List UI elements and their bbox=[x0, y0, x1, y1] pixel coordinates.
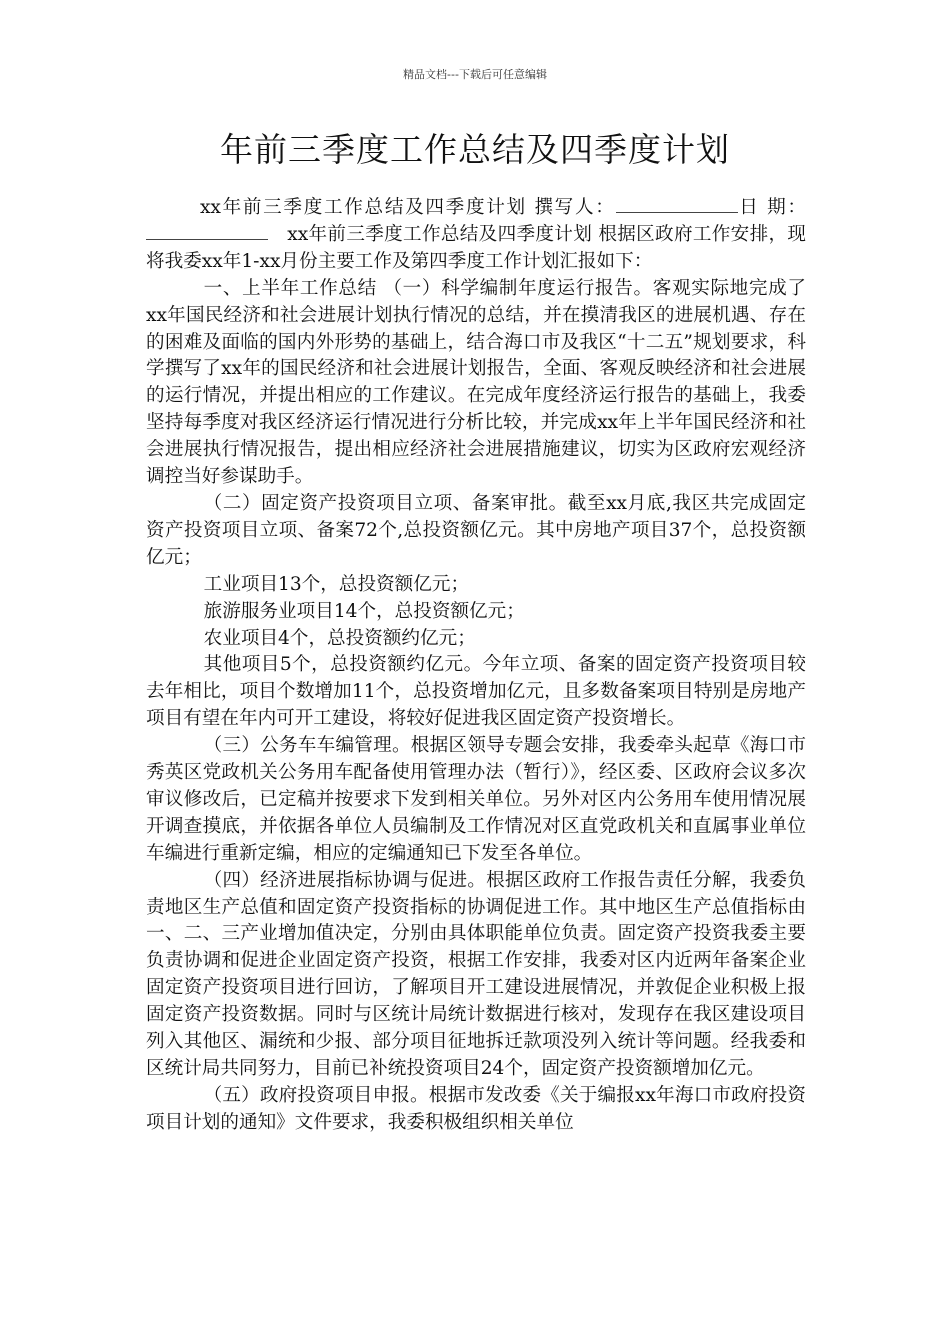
paragraph-1: 一、上半年工作总结 （一）科学编制年度运行报告。客观实际地完成了xx年国民经济和社会进展计划执行情况的总结，并在摸清我区的进展机遇、存在的困难及面临的国内外形势的基础上，结合海口市及我区“十二五”规划要求，科学撰写了xx年的国民经济和社会进展计划报告，全面、客观反映经济和社会进展的运行情况，并提出相应的工作建议。在完成年度经济运行报告的基础上，我委坚持每季度对我区经济运行情况进行分析比较，并完成xx年上半年国民经济和社会进展执行情况报告，提出相应经济社会进展措施建议，切实为区政府宏观经济调控当好参谋助手。 bbox=[146, 277, 806, 488]
page-header-note: 精品文档---下载后可任意编辑 bbox=[403, 68, 547, 81]
intro-body: xx年前三季度工作总结及四季度计划 根据区政府工作安排，现将我委xx年1-xx月份主要工作及第四季度工作计划汇报如下： bbox=[146, 223, 806, 272]
author-blank bbox=[616, 196, 738, 213]
list-item-1: 工业项目13个，总投资额亿元； bbox=[203, 573, 470, 595]
date-blank bbox=[146, 223, 268, 240]
intro-subtitle: xx年前三季度工作总结及四季度计划 bbox=[199, 197, 527, 218]
document-body bbox=[146, 195, 806, 1137]
paragraph-3: （三）公务车车编管理。根据区领导专题会安排，我委牵头起草《海口市秀英区党政机关公务用车配备使用管理办法（暂行）》，经区委、区政府会议多次审议修改后，已定稿并按要求下发到相关单位。另外对区内公务用车使用情况展开调查摸底，并依据各单位人员编制及工作情况对区直党政机关和直属事业单位车编进行重新定编，相应的定编通知已下发至各单位。 bbox=[146, 735, 806, 864]
paragraph-5: （五）政府投资项目申报。根据市发改委《关于编报xx年海口市政府投资项目计划的通知》文件要求，我委积极组织相关单位 bbox=[146, 1084, 806, 1133]
document-title: 年前三季度工作总结及四季度计划 bbox=[220, 130, 730, 169]
paragraph-4: （四）经济进展指标协调与促进。根据区政府工作报告责任分解，我委负责地区生产总值和固定资产投资指标的协调促进工作。其中地区生产总值指标由一、二、三产业增加值决定，分别由具体职能单位负责。固定资产投资我委主要负责协调和促进企业固定资产投资，根据工作安排，我委对区内近两年备案企业固定资产投资项目进行回访，了解项目开工建设进展情况，并敦促企业积极上报固定资产投资数据。同时与区统计局统计数据进行核对，发现存在我区建设项目列入其他区、漏统和少报、部分项目征地拆迁款项没列入统计等问题。经我委和区统计局共同努力，目前已补统投资项目24个，固定资产投资额增加亿元。 bbox=[146, 869, 806, 1079]
list-item-4: 其他项目5个，总投资额约亿元。今年立项、备案的固定资产投资项目较去年相比，项目个数增加11个，总投资增加亿元，且多数备案项目特别是房地产项目有望在年内可开工建设，将较好促进我区固定资产投资增长。 bbox=[146, 654, 806, 730]
list-item-2: 旅游服务业项目14个，总投资额亿元； bbox=[203, 600, 525, 622]
intro-paragraph bbox=[146, 195, 806, 276]
list-item-3: 农业项目4个，总投资额约亿元； bbox=[203, 627, 476, 649]
date-label: 日 期： bbox=[737, 197, 806, 218]
author-label: 撰写人： bbox=[534, 197, 616, 218]
paragraph-2: （二）固定资产投资项目立项、备案审批。截至xx月底,我区共完成固定资产投资项目立项、备案72个,总投资额亿元。其中房地产项目37个，总投资额亿元； bbox=[146, 492, 806, 568]
